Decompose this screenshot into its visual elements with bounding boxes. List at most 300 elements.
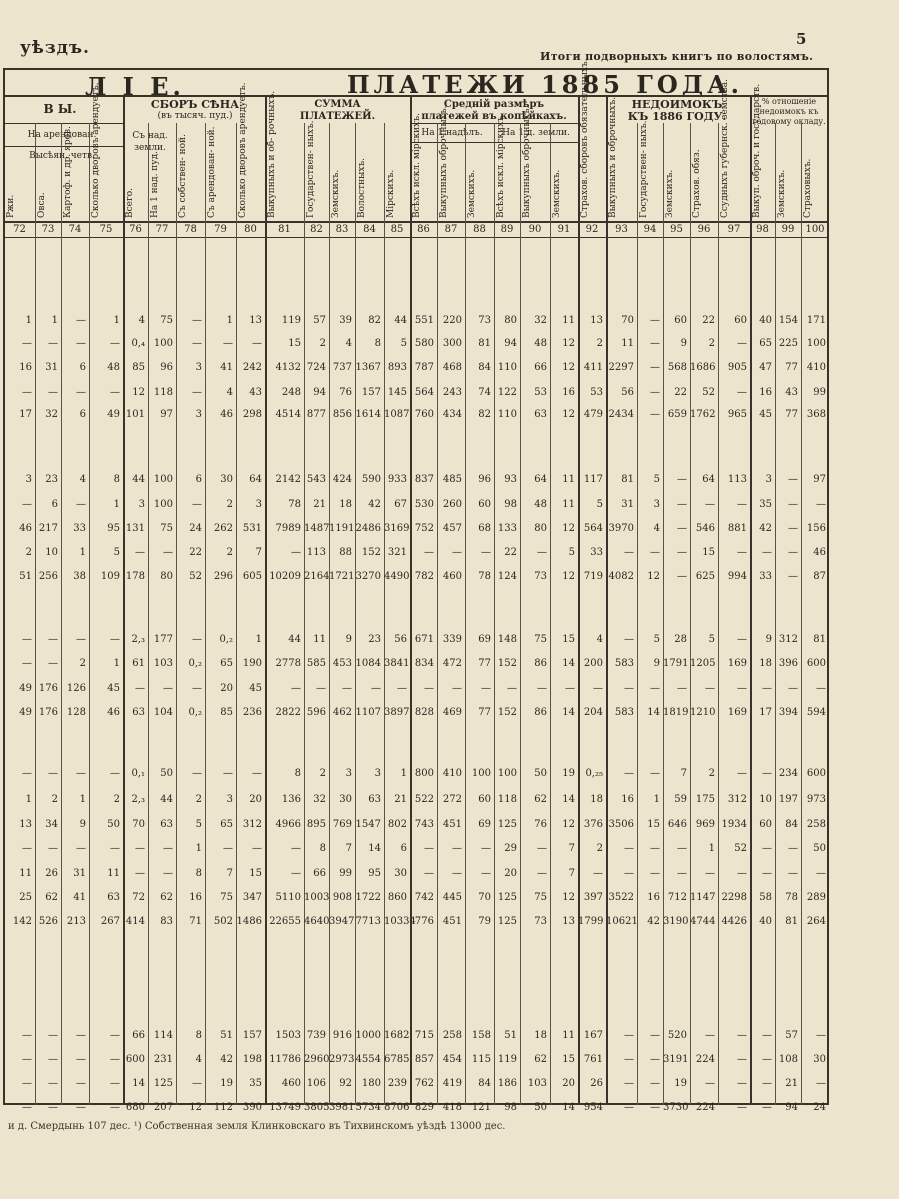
- table-cell: 124: [497, 571, 517, 582]
- table-cell: —: [481, 843, 491, 854]
- table-cell: —: [737, 1102, 747, 1113]
- table-cell: 38: [73, 571, 86, 582]
- table-cell: 50: [160, 768, 173, 779]
- table-cell: 6: [79, 362, 86, 373]
- table-cell: 110: [497, 409, 517, 420]
- table-cell: —: [22, 843, 32, 854]
- table-cell: 973: [806, 794, 826, 805]
- table-cell: 2: [319, 338, 326, 349]
- sub-vysevan: Высѣян. четв.: [29, 151, 95, 161]
- table-cell: 94: [785, 1102, 798, 1113]
- table-cell: —: [424, 683, 434, 694]
- column-header-81: Выкупныхъ и об- рочныхъ.: [267, 90, 277, 218]
- table-cell: 390: [242, 1102, 262, 1113]
- table-cell: 9: [79, 819, 86, 830]
- table-cell: 115: [471, 1054, 491, 1065]
- table-cell: 25: [19, 892, 32, 903]
- table-cell: 1934: [721, 819, 747, 830]
- table-cell: 15: [647, 819, 660, 830]
- table-cell: —: [135, 683, 145, 694]
- table-cell: —: [537, 683, 547, 694]
- table-cell: 769: [332, 819, 352, 830]
- table-cell: 62: [534, 794, 547, 805]
- table-cell: 70: [621, 315, 634, 326]
- table-cell: 312: [242, 819, 262, 830]
- rule: [3, 95, 829, 97]
- table-cell: 1: [195, 843, 202, 854]
- column-rule: [265, 95, 267, 1105]
- table-cell: 125: [497, 819, 517, 830]
- table-cell: 79: [478, 916, 491, 927]
- table-cell: 60: [734, 315, 747, 326]
- table-cell: 11: [562, 315, 575, 326]
- table-cell: 24: [189, 523, 202, 534]
- table-cell: 424: [332, 474, 352, 485]
- table-cell: 6: [51, 499, 58, 510]
- table-cell: 5: [596, 499, 603, 510]
- table-cell: 198: [242, 1054, 262, 1065]
- table-cell: —: [371, 683, 381, 694]
- table-cell: 2: [51, 794, 58, 805]
- table-cell: 32: [313, 794, 326, 805]
- table-cell: 81: [785, 916, 798, 927]
- column-number: 100: [805, 224, 825, 235]
- table-cell: 828: [414, 707, 434, 718]
- table-cell: 829: [414, 1102, 434, 1113]
- table-cell: —: [705, 868, 715, 879]
- table-cell: 100: [806, 338, 826, 349]
- table-cell: —: [163, 868, 173, 879]
- table-cell: —: [192, 683, 202, 694]
- table-cell: 8: [195, 868, 202, 879]
- table-cell: 58: [759, 892, 772, 903]
- table-cell: 101: [125, 409, 145, 420]
- table-cell: —: [192, 634, 202, 645]
- table-cell: 594: [806, 707, 826, 718]
- table-cell: 9: [653, 658, 660, 669]
- table-cell: 64: [534, 474, 547, 485]
- table-cell: 14: [562, 794, 575, 805]
- table-cell: 42: [759, 523, 772, 534]
- table-cell: 2778: [275, 658, 301, 669]
- column-header-95: Земскихъ.: [665, 169, 675, 218]
- table-cell: —: [737, 499, 747, 510]
- table-cell: —: [565, 683, 575, 694]
- column-rule: [176, 123, 177, 1105]
- table-cell: 33: [590, 547, 603, 558]
- table-cell: 1084: [355, 658, 381, 669]
- column-header-92: Страхов. сборовъ обязательныхъ.: [580, 58, 590, 218]
- table-cell: 78: [288, 499, 301, 510]
- table-cell: 264: [806, 916, 826, 927]
- column-rule: [578, 95, 580, 1105]
- table-cell: 15: [288, 338, 301, 349]
- page-subtitle: Итоги подворныхъ книгъ по волостямъ.: [540, 50, 814, 63]
- column-number: 95: [670, 224, 683, 235]
- table-cell: 40: [759, 315, 772, 326]
- column-header-94: Государствен- ныхъ.: [639, 120, 649, 218]
- table-cell: —: [481, 683, 491, 694]
- table-cell: 4: [138, 315, 145, 326]
- column-rule: [384, 123, 385, 1105]
- table-cell: 63: [534, 409, 547, 420]
- table-cell: 837: [414, 474, 434, 485]
- table-cell: —: [223, 843, 233, 854]
- table-cell: 3841: [384, 658, 410, 669]
- table-cell: 26: [590, 1078, 603, 1089]
- table-cell: 80: [504, 315, 517, 326]
- table-cell: —: [48, 1054, 58, 1065]
- table-cell: 42: [647, 916, 660, 927]
- column-number: 75: [99, 224, 113, 235]
- column-rule: [801, 123, 802, 1105]
- table-cell: —: [110, 338, 120, 349]
- table-cell: —: [22, 1078, 32, 1089]
- group-svor-sub: (въ тысяч. пуд.): [157, 111, 233, 121]
- rule: [3, 123, 123, 124]
- table-cell: 87: [813, 571, 826, 582]
- table-cell: —: [677, 499, 687, 510]
- table-cell: 95: [368, 868, 381, 879]
- table-cell: 895: [306, 819, 326, 830]
- table-cell: 782: [414, 571, 434, 582]
- table-cell: 73: [478, 315, 491, 326]
- table-cell: 75: [160, 315, 173, 326]
- table-cell: 1: [653, 794, 660, 805]
- table-cell: 119: [497, 1054, 517, 1065]
- table-cell: 81: [621, 474, 634, 485]
- table-cell: —: [624, 1078, 634, 1089]
- table-cell: —: [223, 338, 233, 349]
- table-cell: —: [163, 843, 173, 854]
- table-cell: 8: [113, 474, 120, 485]
- table-cell: —: [537, 547, 547, 558]
- sub-na1nadel: На 1 надѣлъ.: [421, 128, 483, 138]
- table-cell: 73: [534, 571, 547, 582]
- table-cell: 11: [562, 474, 575, 485]
- table-cell: 93: [504, 474, 517, 485]
- table-cell: 50: [107, 819, 120, 830]
- table-cell: 178: [125, 571, 145, 582]
- table-cell: 1087: [384, 409, 410, 420]
- table-cell: 6: [195, 474, 202, 485]
- table-cell: 7: [255, 547, 262, 558]
- table-cell: 142: [12, 916, 32, 927]
- table-cell: —: [48, 634, 58, 645]
- table-cell: 69: [478, 819, 491, 830]
- column-rule: [465, 123, 466, 1105]
- table-cell: 760: [414, 409, 434, 420]
- column-header-99: Земскихъ.: [777, 169, 787, 218]
- table-cell: 462: [332, 707, 352, 718]
- table-cell: —: [677, 868, 687, 879]
- table-cell: 3: [195, 362, 202, 373]
- table-cell: 368: [806, 409, 826, 420]
- table-cell: 18: [759, 658, 772, 669]
- table-cell: 122: [497, 387, 517, 398]
- table-cell: 18: [534, 1030, 547, 1041]
- table-cell: 51: [504, 1030, 517, 1041]
- table-cell: —: [192, 315, 202, 326]
- rule: [3, 237, 829, 238]
- table-cell: 109: [100, 571, 120, 582]
- table-cell: 762: [414, 1078, 434, 1089]
- table-cell: 57: [313, 315, 326, 326]
- table-cell: —: [397, 683, 407, 694]
- table-cell: —: [593, 868, 603, 879]
- table-cell: 20: [562, 1078, 575, 1089]
- table-cell: 84: [478, 1078, 491, 1089]
- column-header-83: Земскихъ.: [331, 169, 341, 218]
- table-cell: —: [76, 315, 86, 326]
- table-cell: 50: [534, 768, 547, 779]
- table-cell: 133: [497, 523, 517, 534]
- table-cell: —: [762, 1102, 772, 1113]
- table-cell: 2: [596, 843, 603, 854]
- table-cell: —: [110, 843, 120, 854]
- table-cell: 410: [442, 768, 462, 779]
- table-cell: 176: [38, 707, 58, 718]
- table-cell: 157: [361, 387, 381, 398]
- column-rule: [61, 123, 62, 1105]
- table-cell: 916: [332, 1030, 352, 1041]
- column-number: 78: [184, 224, 197, 235]
- table-cell: 62: [160, 892, 173, 903]
- table-cell: —: [650, 387, 660, 398]
- table-cell: —: [48, 1078, 58, 1089]
- group-otnoshenie: % отношенiе недоимокъ къ годовому окладу.: [752, 97, 826, 126]
- table-cell: 64: [702, 474, 715, 485]
- table-cell: 236: [242, 707, 262, 718]
- group-nedoimok: НЕДОИМОКЪ: [631, 98, 723, 111]
- table-cell: —: [48, 387, 58, 398]
- table-cell: —: [788, 474, 798, 485]
- table-cell: 752: [414, 523, 434, 534]
- table-cell: 30: [220, 474, 233, 485]
- table-cell: 17: [759, 707, 772, 718]
- table-cell: 20: [249, 794, 262, 805]
- table-cell: 42: [220, 1054, 233, 1065]
- table-cell: 14: [368, 843, 381, 854]
- table-cell: 1: [79, 794, 86, 805]
- table-cell: 69: [478, 634, 491, 645]
- column-header-79: Съ арендован- ной.: [207, 126, 217, 218]
- table-cell: —: [816, 868, 826, 879]
- table-cell: 45: [249, 683, 262, 694]
- table-cell: 154: [778, 315, 798, 326]
- table-cell: 157: [242, 1030, 262, 1041]
- table-cell: 1210: [690, 707, 716, 718]
- table-cell: 99: [339, 868, 352, 879]
- table-cell: 396: [778, 658, 798, 669]
- table-cell: —: [76, 1054, 86, 1065]
- table-cell: 46: [107, 707, 120, 718]
- table-cell: —: [788, 571, 798, 582]
- table-cell: 52: [734, 843, 747, 854]
- table-cell: 75: [534, 634, 547, 645]
- table-cell: 177: [153, 634, 173, 645]
- table-cell: —: [22, 1102, 32, 1113]
- table-cell: 12: [562, 819, 575, 830]
- table-cell: 17: [19, 409, 32, 420]
- column-number: 81: [278, 224, 291, 235]
- table-cell: —: [650, 409, 660, 420]
- table-cell: 457: [442, 523, 462, 534]
- table-cell: 580: [414, 338, 434, 349]
- table-cell: 108: [778, 1054, 798, 1065]
- table-cell: —: [291, 843, 301, 854]
- column-header-100: Страховыхъ.: [803, 158, 813, 218]
- column-rule: [236, 123, 237, 1105]
- table-cell: 1682: [384, 1030, 410, 1041]
- table-cell: 125: [497, 892, 517, 903]
- table-cell: 1503: [275, 1030, 301, 1041]
- table-cell: 4426: [721, 916, 747, 927]
- table-cell: 3190: [663, 916, 689, 927]
- table-cell: 1: [400, 768, 407, 779]
- table-cell: 63: [132, 707, 145, 718]
- table-cell: 12: [132, 387, 145, 398]
- table-cell: 526: [38, 916, 58, 927]
- table-cell: 71: [189, 916, 202, 927]
- table-cell: 339: [442, 634, 462, 645]
- table-cell: 16: [759, 387, 772, 398]
- table-cell: 60: [674, 315, 687, 326]
- table-cell: 258: [806, 819, 826, 830]
- table-cell: 45: [759, 409, 772, 420]
- table-cell: 4132: [275, 362, 301, 373]
- column-number: 73: [41, 224, 55, 235]
- table-cell: 113: [306, 547, 326, 558]
- table-cell: 103: [153, 658, 173, 669]
- group-nedoimok2: КЪ 1886 ГОДУ.: [627, 110, 727, 123]
- table-cell: 152: [497, 658, 517, 669]
- table-cell: 84: [785, 819, 798, 830]
- table-cell: 81: [813, 634, 826, 645]
- table-cell: —: [110, 768, 120, 779]
- table-cell: 156: [806, 523, 826, 534]
- table-cell: 31: [73, 868, 86, 879]
- table-cell: 1819: [663, 707, 689, 718]
- table-cell: 99: [813, 387, 826, 398]
- table-cell: 1721: [329, 571, 355, 582]
- table-cell: —: [192, 338, 202, 349]
- column-header-85: Мiрскихъ.: [386, 169, 396, 218]
- table-cell: 502: [213, 916, 233, 927]
- table-cell: 8: [294, 768, 301, 779]
- column-header-96: Страхов. обяз.: [692, 149, 702, 218]
- table-cell: 3: [255, 499, 262, 510]
- table-cell: —: [624, 547, 634, 558]
- table-cell: —: [705, 1078, 715, 1089]
- table-cell: 3: [226, 794, 233, 805]
- column-rule: [355, 123, 356, 1105]
- table-cell: 96: [478, 474, 491, 485]
- table-cell: 75: [220, 892, 233, 903]
- table-cell: 1487: [304, 523, 330, 534]
- table-cell: 12: [562, 362, 575, 373]
- table-cell: 118: [153, 387, 173, 398]
- footnote: и д. Смердынь 107 дес. ¹) Собственная земля Клинковскаго въ Тихвинскомъ уѣздѣ 13000 дес.: [8, 1121, 506, 1132]
- table-cell: 419: [442, 1078, 462, 1089]
- table-cell: 72: [132, 892, 145, 903]
- table-cell: 136: [281, 794, 301, 805]
- table-cell: 76: [534, 819, 547, 830]
- table-cell: 34: [45, 819, 58, 830]
- table-cell: 2486: [355, 523, 381, 534]
- table-cell: 1791: [663, 658, 689, 669]
- table-cell: 414: [125, 916, 145, 927]
- table-cell: 2822: [275, 707, 301, 718]
- table-cell: 40: [759, 916, 772, 927]
- table-cell: 583: [614, 707, 634, 718]
- table-cell: 312: [778, 634, 798, 645]
- table-cell: —: [48, 768, 58, 779]
- table-cell: —: [135, 843, 145, 854]
- table-cell: 0,₄: [131, 338, 145, 349]
- table-cell: 43: [785, 387, 798, 398]
- table-cell: 583: [614, 658, 634, 669]
- column-number: 99: [781, 224, 795, 235]
- table-cell: 35: [759, 499, 772, 510]
- column-number: 74: [68, 224, 82, 235]
- table-cell: 126: [66, 683, 86, 694]
- table-cell: 77: [478, 707, 491, 718]
- table-cell: 719: [583, 571, 603, 582]
- table-cell: 197: [778, 794, 798, 805]
- table-cell: 20: [220, 683, 233, 694]
- table-cell: 7: [568, 868, 575, 879]
- table-cell: 213: [66, 916, 86, 927]
- table-cell: —: [76, 843, 86, 854]
- table-cell: 551: [414, 315, 434, 326]
- table-cell: 376: [583, 819, 603, 830]
- table-cell: —: [223, 768, 233, 779]
- table-cell: 10621: [606, 916, 638, 927]
- table-cell: —: [316, 683, 326, 694]
- table-cell: 51: [220, 1030, 233, 1041]
- table-cell: 100: [153, 474, 173, 485]
- table-cell: 31: [621, 499, 634, 510]
- table-cell: —: [537, 843, 547, 854]
- table-cell: 3: [25, 474, 32, 485]
- table-cell: 231: [153, 1054, 173, 1065]
- table-cell: —: [650, 768, 660, 779]
- table-cell: —: [624, 634, 634, 645]
- table-cell: 125: [153, 1078, 173, 1089]
- table-cell: 1107: [355, 707, 381, 718]
- table-cell: 453: [332, 658, 352, 669]
- table-cell: —: [163, 683, 173, 694]
- table-cell: 3522: [608, 892, 634, 903]
- sub-na-arend: На арендован.: [27, 130, 97, 140]
- table-cell: 7: [680, 768, 687, 779]
- table-cell: 1686: [690, 362, 716, 373]
- table-cell: 715: [414, 1030, 434, 1041]
- table-cell: —: [762, 1030, 772, 1041]
- table-cell: —: [163, 547, 173, 558]
- table-cell: 531: [242, 523, 262, 534]
- table-cell: 4: [79, 474, 86, 485]
- table-cell: 51: [19, 571, 32, 582]
- table-cell: —: [816, 683, 826, 694]
- table-cell: 5: [708, 634, 715, 645]
- table-cell: —: [650, 1102, 660, 1113]
- table-cell: 877: [306, 409, 326, 420]
- table-cell: 905: [727, 362, 747, 373]
- table-cell: 10209: [269, 571, 301, 582]
- table-cell: 67: [394, 499, 407, 510]
